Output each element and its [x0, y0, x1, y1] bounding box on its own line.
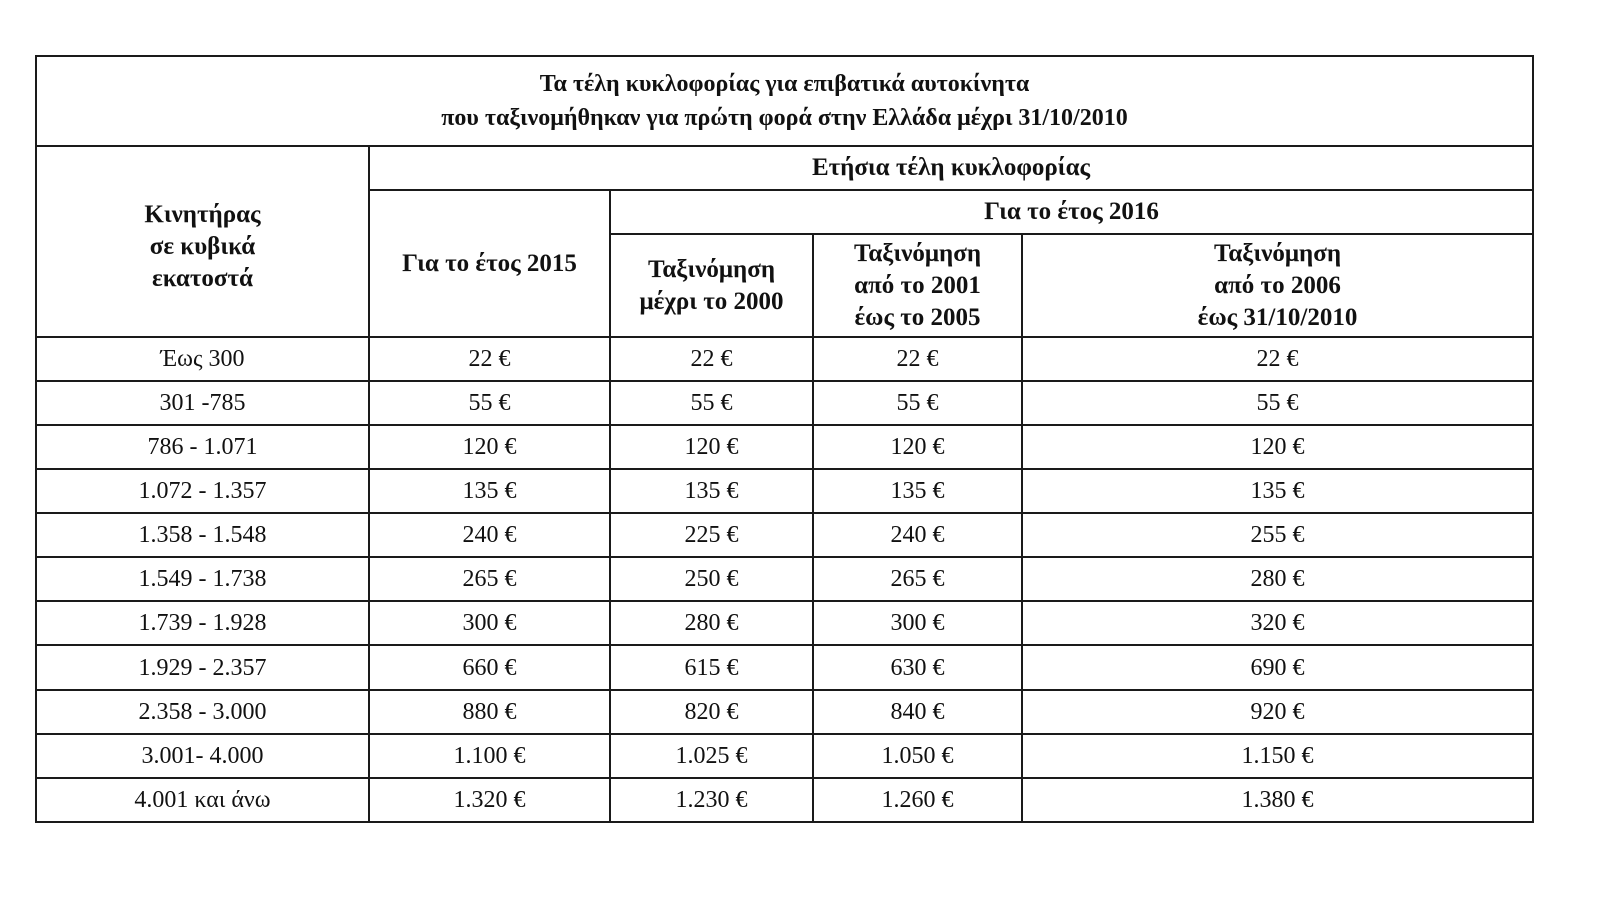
engine-header-line-3: εκατοστά	[152, 265, 253, 293]
fee-2006-2010-cell: 1.150 €	[1022, 734, 1533, 778]
fee-until-2000-cell: 615 €	[610, 645, 813, 689]
table-row	[36, 469, 1533, 513]
fee-2006-2010-cell: 690 €	[1022, 645, 1533, 689]
table-row	[36, 690, 1533, 734]
fee-2001-2005-cell: 240 €	[813, 513, 1022, 557]
reg-2001-2005-line-3: έως το 2005	[854, 303, 981, 331]
fee-2015-cell: 22 €	[369, 337, 610, 381]
fee-2015-cell: 265 €	[369, 557, 610, 601]
fee-until-2000-cell: 22 €	[610, 337, 813, 381]
engine-cell: 1.929 - 2.357	[36, 645, 369, 689]
fee-2015-cell: 55 €	[369, 381, 610, 425]
reg-until-2000-line-1: Ταξινόμηση	[647, 255, 776, 283]
fee-2006-2010-cell: 120 €	[1022, 425, 1533, 469]
fee-until-2000-cell: 250 €	[610, 557, 813, 601]
year-2016-header: Για το έτος 2016	[610, 190, 1533, 234]
title-line-2: που ταξινομήθηκαν για πρώτη φορά στην Ελλάδα μέχρι 31/10/2010	[441, 105, 1128, 132]
fee-2001-2005-cell: 1.050 €	[813, 734, 1022, 778]
engine-cell: 1.739 - 1.928	[36, 601, 369, 645]
table-row	[36, 645, 1533, 689]
fee-2001-2005-cell: 55 €	[813, 381, 1022, 425]
fee-2001-2005-cell: 840 €	[813, 690, 1022, 734]
engine-header-line-1: Κινητήρας	[144, 201, 261, 229]
fee-2015-cell: 1.100 €	[369, 734, 610, 778]
engine-cell: 1.358 - 1.548	[36, 513, 369, 557]
reg-2001-2005-header	[813, 234, 1022, 336]
reg-until-2000-line-2: μέχρι το 2000	[639, 287, 784, 315]
fee-until-2000-cell: 1.230 €	[610, 778, 813, 822]
year-2015-header: Για το έτος 2015	[369, 190, 610, 336]
engine-header-line-2: σε κυβικά	[149, 233, 256, 261]
annual-fees-header: Ετήσια τέλη κυκλοφορίας	[369, 146, 1533, 190]
fee-2015-cell: 240 €	[369, 513, 610, 557]
engine-cell: 3.001- 4.000	[36, 734, 369, 778]
fee-2006-2010-cell: 1.380 €	[1022, 778, 1533, 822]
reg-2006-2010-line-2: από το 2006	[1214, 271, 1341, 299]
table-row	[36, 513, 1533, 557]
fee-2015-cell: 135 €	[369, 469, 610, 513]
engine-cell: 1.072 - 1.357	[36, 469, 369, 513]
fee-2001-2005-cell: 1.260 €	[813, 778, 1022, 822]
engine-cell: Έως 300	[36, 337, 369, 381]
engine-cell: 1.549 - 1.738	[36, 557, 369, 601]
fee-until-2000-cell: 1.025 €	[610, 734, 813, 778]
table-row	[36, 601, 1533, 645]
fee-2006-2010-cell: 920 €	[1022, 690, 1533, 734]
reg-until-2000-header	[610, 234, 813, 336]
fee-2015-cell: 880 €	[369, 690, 610, 734]
title-line-1: Τα τέλη κυκλοφορίας για επιβατικά αυτοκίνητα	[539, 71, 1030, 98]
fee-table	[35, 55, 1534, 823]
fee-2006-2010-cell: 135 €	[1022, 469, 1533, 513]
fee-until-2000-cell: 55 €	[610, 381, 813, 425]
fee-2006-2010-cell: 55 €	[1022, 381, 1533, 425]
fee-2015-cell: 120 €	[369, 425, 610, 469]
reg-2001-2005-line-2: από το 2001	[854, 271, 981, 299]
fee-2006-2010-cell: 255 €	[1022, 513, 1533, 557]
fee-2001-2005-cell: 265 €	[813, 557, 1022, 601]
reg-2006-2010-line-1: Ταξινόμηση	[1213, 239, 1342, 267]
table-row	[36, 557, 1533, 601]
fee-2001-2005-cell: 120 €	[813, 425, 1022, 469]
fee-until-2000-cell: 225 €	[610, 513, 813, 557]
engine-cell: 786 - 1.071	[36, 425, 369, 469]
table-row	[36, 337, 1533, 381]
reg-2006-2010-header	[1022, 234, 1533, 336]
fee-2001-2005-cell: 630 €	[813, 645, 1022, 689]
engine-cell: 4.001 και άνω	[36, 778, 369, 822]
fee-2015-cell: 660 €	[369, 645, 610, 689]
fee-2001-2005-cell: 22 €	[813, 337, 1022, 381]
engine-header	[36, 146, 369, 336]
fee-2006-2010-cell: 280 €	[1022, 557, 1533, 601]
reg-2006-2010-line-3: έως 31/10/2010	[1197, 303, 1358, 331]
fee-2001-2005-cell: 135 €	[813, 469, 1022, 513]
header-row-1	[36, 146, 1533, 190]
fee-2015-cell: 300 €	[369, 601, 610, 645]
fee-until-2000-cell: 120 €	[610, 425, 813, 469]
table-row	[36, 778, 1533, 822]
title-row	[36, 56, 1533, 146]
engine-cell: 301 -785	[36, 381, 369, 425]
table-title	[36, 56, 1533, 146]
fee-2006-2010-cell: 320 €	[1022, 601, 1533, 645]
fee-2001-2005-cell: 300 €	[813, 601, 1022, 645]
fee-until-2000-cell: 820 €	[610, 690, 813, 734]
fee-2015-cell: 1.320 €	[369, 778, 610, 822]
fee-2006-2010-cell: 22 €	[1022, 337, 1533, 381]
table-row	[36, 734, 1533, 778]
reg-2001-2005-line-1: Ταξινόμηση	[853, 239, 982, 267]
fee-until-2000-cell: 280 €	[610, 601, 813, 645]
fee-until-2000-cell: 135 €	[610, 469, 813, 513]
table-row	[36, 425, 1533, 469]
engine-cell: 2.358 - 3.000	[36, 690, 369, 734]
table-row	[36, 381, 1533, 425]
